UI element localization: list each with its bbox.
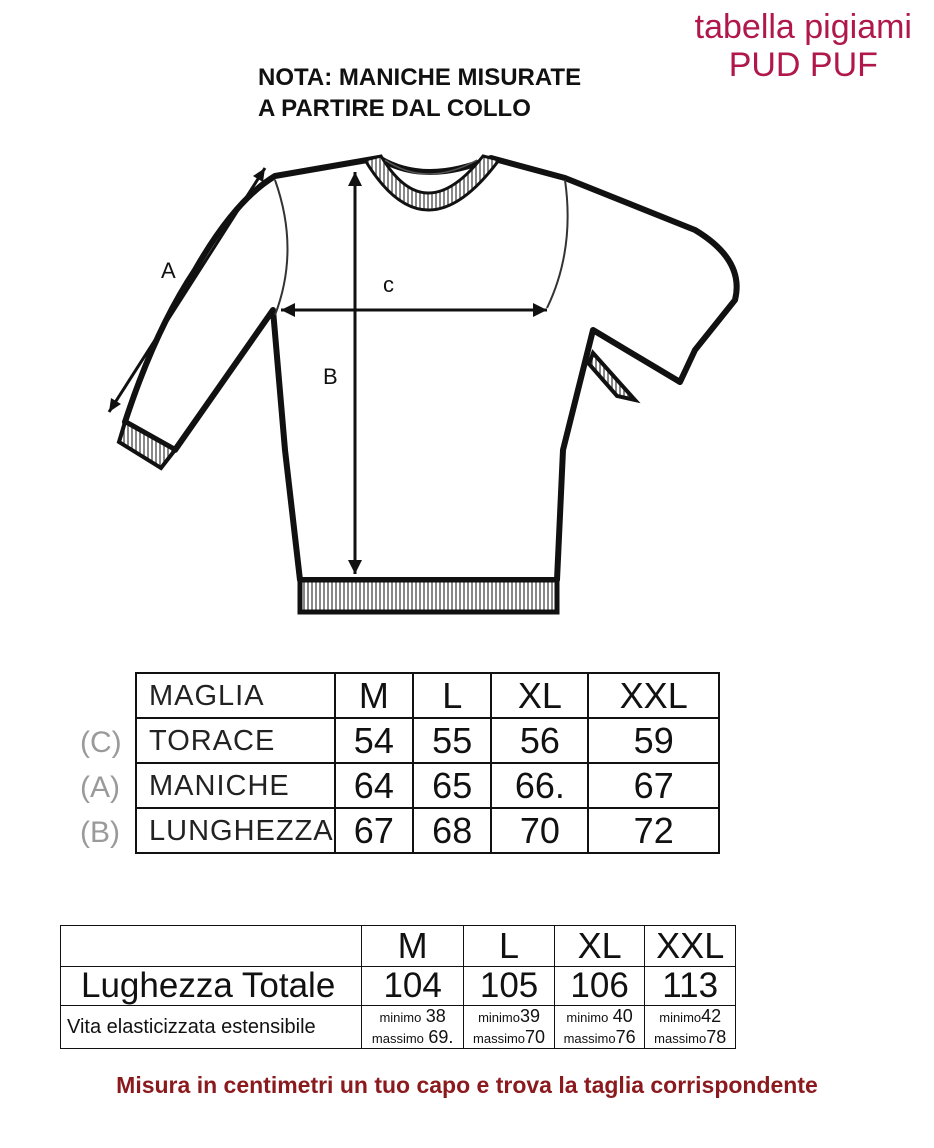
pants-size-table — [60, 925, 736, 1049]
waist-cell — [645, 1006, 736, 1049]
max-value: 76 — [615, 1027, 636, 1047]
table-row — [61, 1006, 736, 1049]
header-empty — [61, 926, 362, 967]
waist-cell — [362, 1006, 464, 1049]
table-header-row — [61, 926, 736, 967]
row-keys — [80, 720, 132, 855]
footer-instruction: Misura in centimetri un tuo capo e trova la taglia corrispondente — [116, 1072, 818, 1098]
cell-value: 54 — [335, 718, 413, 763]
size-xl: XL — [491, 673, 588, 718]
shirt-outline — [125, 158, 737, 580]
row-label: Lughezza Totale — [61, 967, 362, 1006]
row-key-b: (B) — [80, 816, 120, 849]
cell-value: 64 — [335, 763, 413, 808]
max-word: massimo — [473, 1031, 526, 1046]
max-value: 78 — [706, 1027, 727, 1047]
min-word: minimo — [659, 1010, 702, 1025]
size-m: M — [362, 926, 464, 967]
row-label: Vita elasticizzata estensibile — [61, 1006, 362, 1049]
min-value: 42 — [701, 1006, 722, 1026]
size-l: L — [464, 926, 555, 967]
size-l: L — [413, 673, 491, 718]
cell-value: 104 — [362, 967, 464, 1006]
waist-cell — [554, 1006, 645, 1049]
min-value: 38 — [425, 1006, 446, 1026]
table-row — [61, 967, 736, 1006]
header-label: MAGLIA — [136, 673, 335, 718]
waist-cell — [464, 1006, 555, 1049]
table-row — [136, 808, 719, 853]
row-label: LUNGHEZZA — [136, 808, 335, 853]
min-word: minimo — [566, 1010, 609, 1025]
max-value: 69. — [428, 1027, 454, 1047]
size-m: M — [335, 673, 413, 718]
right-cuff — [589, 353, 635, 400]
row-label: MANICHE — [136, 763, 335, 808]
cell-value: 56 — [491, 718, 588, 763]
min-word: minimo — [379, 1010, 422, 1025]
cell-value: 105 — [464, 967, 555, 1006]
size-xxl: XXL — [588, 673, 719, 718]
cell-value: 72 — [588, 808, 719, 853]
cell-value: 70 — [491, 808, 588, 853]
cell-value: 59 — [588, 718, 719, 763]
cell-value: 68 — [413, 808, 491, 853]
table-row — [136, 718, 719, 763]
size-xl: XL — [554, 926, 645, 967]
label-a: A — [161, 258, 176, 283]
sleeve-note — [258, 62, 581, 124]
table-header-row — [136, 673, 719, 718]
row-key-a: (A) — [80, 771, 120, 804]
row-key-c: (C) — [80, 726, 122, 759]
max-word: massimo — [563, 1031, 616, 1046]
max-word: massimo — [371, 1031, 424, 1046]
cell-value: 55 — [413, 718, 491, 763]
min-value: 40 — [612, 1006, 633, 1026]
brand-line-2: PUD PUF — [728, 46, 878, 84]
max-value: 70 — [525, 1027, 546, 1047]
min-value: 39 — [520, 1006, 541, 1026]
sweatshirt-diagram — [95, 150, 755, 630]
cell-value: 67 — [335, 808, 413, 853]
cell-value: 66. — [491, 763, 588, 808]
shirt-size-table — [135, 672, 720, 854]
note-line-2: A PARTIRE DAL COLLO — [258, 95, 531, 122]
note-line-1: NOTA: MANICHE MISURATE — [258, 64, 582, 91]
max-word: massimo — [654, 1031, 707, 1046]
table-row — [136, 763, 719, 808]
label-b: B — [323, 364, 338, 389]
row-label: TORACE — [136, 718, 335, 763]
brand-title — [695, 8, 912, 84]
cell-value: 67 — [588, 763, 719, 808]
label-c: c — [383, 272, 394, 297]
min-word: minimo — [478, 1010, 520, 1025]
cell-value: 65 — [413, 763, 491, 808]
brand-line-1: tabella pigiami — [694, 8, 912, 46]
size-xxl: XXL — [645, 926, 736, 967]
hem-rib — [300, 580, 557, 612]
cell-value: 106 — [554, 967, 645, 1006]
cell-value: 113 — [645, 967, 736, 1006]
